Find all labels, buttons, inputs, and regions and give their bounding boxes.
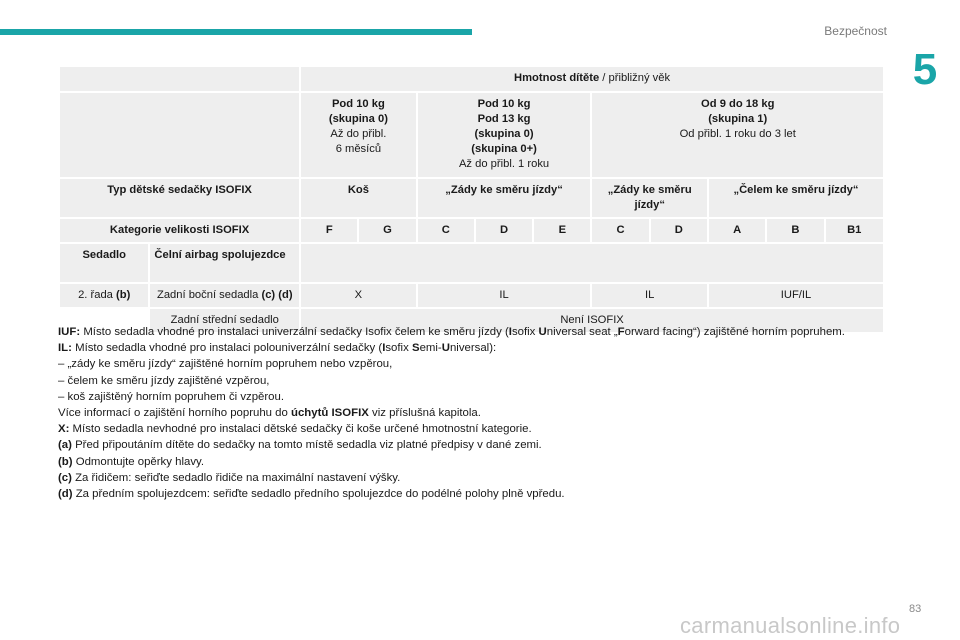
value-cell: X	[300, 283, 417, 308]
row-2-label: 2. řada (b)	[59, 283, 149, 308]
group-0-cell: Pod 10 kg (skupina 0) Až do přibl. 6 měsíců	[300, 92, 417, 178]
size-cell: D	[650, 218, 708, 243]
empty-cell	[59, 92, 300, 178]
type-rear-facing-2: „Zády ke směru jízdy“	[591, 178, 708, 218]
isofix-type-label: Typ dětské sedačky ISOFIX	[59, 178, 300, 218]
group-0plus-cell: Pod 10 kg Pod 13 kg (skupina 0) (skupina 0+) Až do přibl. 1 roku	[417, 92, 592, 178]
table-header-row	[59, 66, 884, 92]
empty-cell	[300, 243, 884, 283]
note-c: (c) Za řidičem: seřiďte sedadlo řidiče na maximální nastavení výšky.	[58, 471, 401, 484]
group-1-cell: Od 9 do 18 kg (skupina 1) Od přibl. 1 roku do 3 let	[591, 92, 884, 178]
empty-cell	[59, 66, 300, 92]
note-dash: – „zády ke směru jízdy“ zajištěné horním popruhem nebo vzpěrou,	[58, 358, 393, 371]
note-dash: – koš zajištěný horním popruhem či vzpěrou.	[58, 390, 285, 403]
legend-notes	[58, 324, 888, 502]
value-cell: IL	[417, 283, 592, 308]
size-cell: D	[475, 218, 533, 243]
page-number: 83	[909, 603, 922, 615]
airbag-label: Čelní airbag spolujezdce	[149, 243, 300, 283]
note-a: (a) Před připoutáním dítěte do sedačky na tomto místě sedadla viz platné předpisy v dané zemi.	[58, 439, 542, 452]
side-seats-label: Zadní boční sedadla (c) (d)	[149, 283, 300, 308]
value-cell: IL	[591, 283, 708, 308]
table-row	[59, 283, 884, 308]
watermark: carmanualsonline.info	[680, 613, 901, 638]
size-cell: B1	[825, 218, 884, 243]
size-cell: B	[766, 218, 824, 243]
isofix-table	[58, 65, 885, 334]
value-cell: IUF/IL	[708, 283, 884, 308]
middle-seat-label: Zadní střední sedadlo	[149, 308, 300, 333]
section-title: Bezpečnost	[824, 24, 887, 38]
value-cell: Není ISOFIX	[300, 308, 884, 333]
note-d: (d) Za předním spolujezdcem: seřiďte sedadlo předního spolujezdce do podélné polohy plně vpředu.	[58, 488, 565, 501]
note-b: (b) Odmontujte opěrky hlavy.	[58, 455, 205, 468]
seat-label: Sedadlo	[59, 243, 149, 283]
type-forward-facing: „Čelem ke směru jízdy“	[708, 178, 884, 218]
size-cell: G	[358, 218, 416, 243]
weight-groups-row	[59, 92, 884, 178]
chapter-number: 5	[890, 40, 960, 100]
note-dash: – čelem ke směru jízdy zajištěné vzpěrou,	[58, 374, 270, 387]
size-cell: A	[708, 218, 766, 243]
note-more-info: Více informací o zajištění horního popruhu do úchytů ISOFIX viz příslušná kapitola.	[58, 407, 481, 420]
isofix-size-row	[59, 218, 884, 243]
isofix-size-label: Kategorie velikosti ISOFIX	[59, 218, 300, 243]
type-rear-facing-1: „Zády ke směru jízdy“	[417, 178, 592, 218]
weight-header: Hmotnost dítěte / přibližný věk	[300, 66, 884, 92]
seat-header-row	[59, 243, 884, 283]
note-iuf: IUF: Místo sedadla vhodné pro instalaci univerzální sedačky Isofix čelem ke směru jízdy (Isofix Universal seat „Forward facing“) zajištěné horním popruhem.	[58, 326, 845, 338]
type-carrycot: Koš	[300, 178, 417, 218]
size-cell: C	[417, 218, 475, 243]
note-il: IL: Místo sedadla vhodné pro instalaci polouniverzální sedačky (Isofix Semi-Universal):	[58, 342, 497, 355]
note-x: X: Místo sedadla nevhodné pro instalaci dětské sedačky či koše určené hmotnostní kategorie.	[58, 423, 532, 436]
isofix-type-row	[59, 178, 884, 218]
size-cell: E	[533, 218, 591, 243]
size-cell: F	[300, 218, 358, 243]
size-cell: C	[591, 218, 649, 243]
header-accent-bar	[0, 29, 472, 35]
